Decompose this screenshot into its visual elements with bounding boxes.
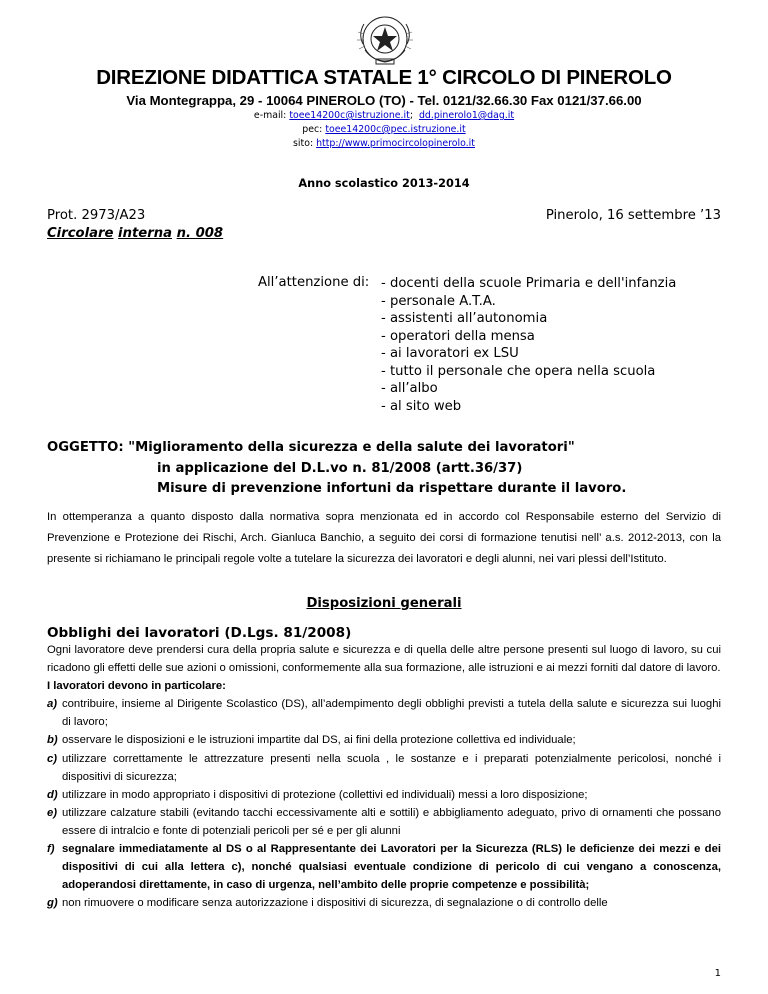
subject-line-1: "Miglioramento della sicurezza e della salute dei lavoratori" (128, 440, 575, 455)
school-title: DIREZIONE DIDATTICA STATALE 1° CIRCOLO DI PINEROLO (96, 66, 672, 89)
pec-link[interactable]: toee14200c@pec.istruzione.it (325, 124, 466, 135)
school-year: Anno scolastico 2013-2014 (298, 177, 470, 190)
recipient-item: - personale A.T.A. (381, 293, 496, 309)
site-line (0, 138, 768, 149)
obligations-lead: I lavoratori devono in particolare: (47, 680, 226, 693)
pec-line (0, 124, 768, 135)
pec-label: pec: (302, 124, 323, 135)
obligations-body (47, 641, 721, 912)
list-item: a) contribuire, insieme al Dirigente Scolastico (DS), all’adempimento degli obblighi previsti a tutela della salute e sicurezza sui luoghi di lavoro; (47, 698, 721, 729)
obligations-title: Obblighi dei lavoratori (D.Lgs. 81/2008) (47, 625, 352, 641)
email-line: e-mail: toee14200c@istruzione.it; dd.pinerolo1@dag.it (253, 110, 515, 121)
attention-label: All’attenzione di: (258, 275, 370, 290)
obligations-list (47, 695, 721, 912)
protocol-number: Prot. 2973/A23 (47, 208, 146, 223)
email-label: e-mail: (253, 110, 287, 121)
recipient-item: - operatori della mensa (381, 328, 535, 344)
list-item: c) utilizzare correttamente le attrezzature presenti nella scuola , le sostanze e i preparati potenzialmente pericolosi, nonché i dispositivi di sicurezza; (47, 752, 721, 783)
section-title: Disposizioni generali (306, 596, 462, 611)
recipient-item: - all’albo (381, 381, 438, 396)
subject-label: OGGETTO: (47, 440, 124, 455)
recipient-item: - tutto il personale che opera nella scuola (381, 363, 656, 379)
circular-number: Circolare interna n. 008 (47, 226, 224, 241)
subject-line-3: Misure di prevenzione infortuni da rispettare durante il lavoro. (157, 481, 627, 496)
list-item: b) osservare le disposizioni e le istruzioni impartite dal DS, ai fini della protezione collettiva ed individuale; (47, 734, 576, 747)
obligations-intro: Ogni lavoratore deve prendersi cura della propria salute e sicurezza e di quella delle altre persone presenti sul luogo di lavoro, su cui ricadono gli effetti delle sue azioni o omissioni, conformemente alla sua formazione, alle istruzioni e ai mezzi forniti dal datore di lavoro. (47, 644, 721, 675)
list-item: d) utilizzare in modo appropriato i dispositivi di protezione (collettivi ed individuali) messi a loro disposizione; (47, 788, 588, 801)
email-link-2[interactable]: dd.pinerolo1@dag.it (418, 110, 515, 121)
recipient-item: - docenti della scuole Primaria e dell'infanzia (381, 276, 677, 291)
recipient-list (381, 275, 676, 415)
recipient-item: - ai lavoratori ex LSU (381, 346, 519, 361)
list-item: f) segnalare immediatamente al DS o al Rappresentante dei Lavoratori per la Sicurezza (RLS) le deficienze dei mezzi e dei dispositivi di cui alla lettera c), nonché qualsiasi eventuale condizione di pericolo di cui vengano a conoscenza, adoperandosi direttamente, in caso di urgenza, nell’ambito delle proprie competenze e possibilità; (47, 843, 721, 892)
recipient-item: - assistenti all’autonomia (381, 311, 548, 326)
intro-paragraph: In ottemperanza a quanto disposto dalla normativa sopra menzionata ed in accordo col Responsabile esterno del Servizio di Prevenzione e Protezione dei Rischi, Arch. Gianluca Banchio, a seguito dei corsi di formazione tenutisi nell’ a.s. 2012-2013, con la presente si richiamano le principali regole volte a tutelare la sicurezza dei lavoratori e degli alunni, nei vari plessi dell’Istituto. (47, 511, 721, 566)
page-number: 1 (714, 968, 721, 979)
site-link[interactable]: http://www.primocircolopinerolo.it (316, 138, 475, 149)
list-item: g) non rimuovere o modificare senza autorizzazione i dispositivi di sicurezza, di segnalazione o di controllo delle (47, 897, 608, 910)
republic-emblem-icon (352, 14, 418, 68)
list-item: e) utilizzare calzature stabili (evitando tacchi eccessivamente alti e sottili) e abbigliamento adeguato, privo di ornamenti che possano essere di intralcio e fonte di potenziali pericoli per sé e per gli alunni (47, 806, 721, 837)
subject-block (47, 438, 626, 500)
recipient-item: - al sito web (381, 398, 462, 414)
site-label: sito: (293, 138, 314, 149)
place-date: Pinerolo, 16 settembre ’13 (545, 208, 721, 223)
email-link-1[interactable]: toee14200c@istruzione.it (289, 110, 410, 121)
subject-line-2: in applicazione del D.L.vo n. 81/2008 (artt.36/37) (157, 460, 523, 476)
school-address: Via Montegrappa, 29 - 10064 PINEROLO (TO) - Tel. 0121/32.66.30 Fax 0121/37.66.00 (126, 93, 642, 108)
